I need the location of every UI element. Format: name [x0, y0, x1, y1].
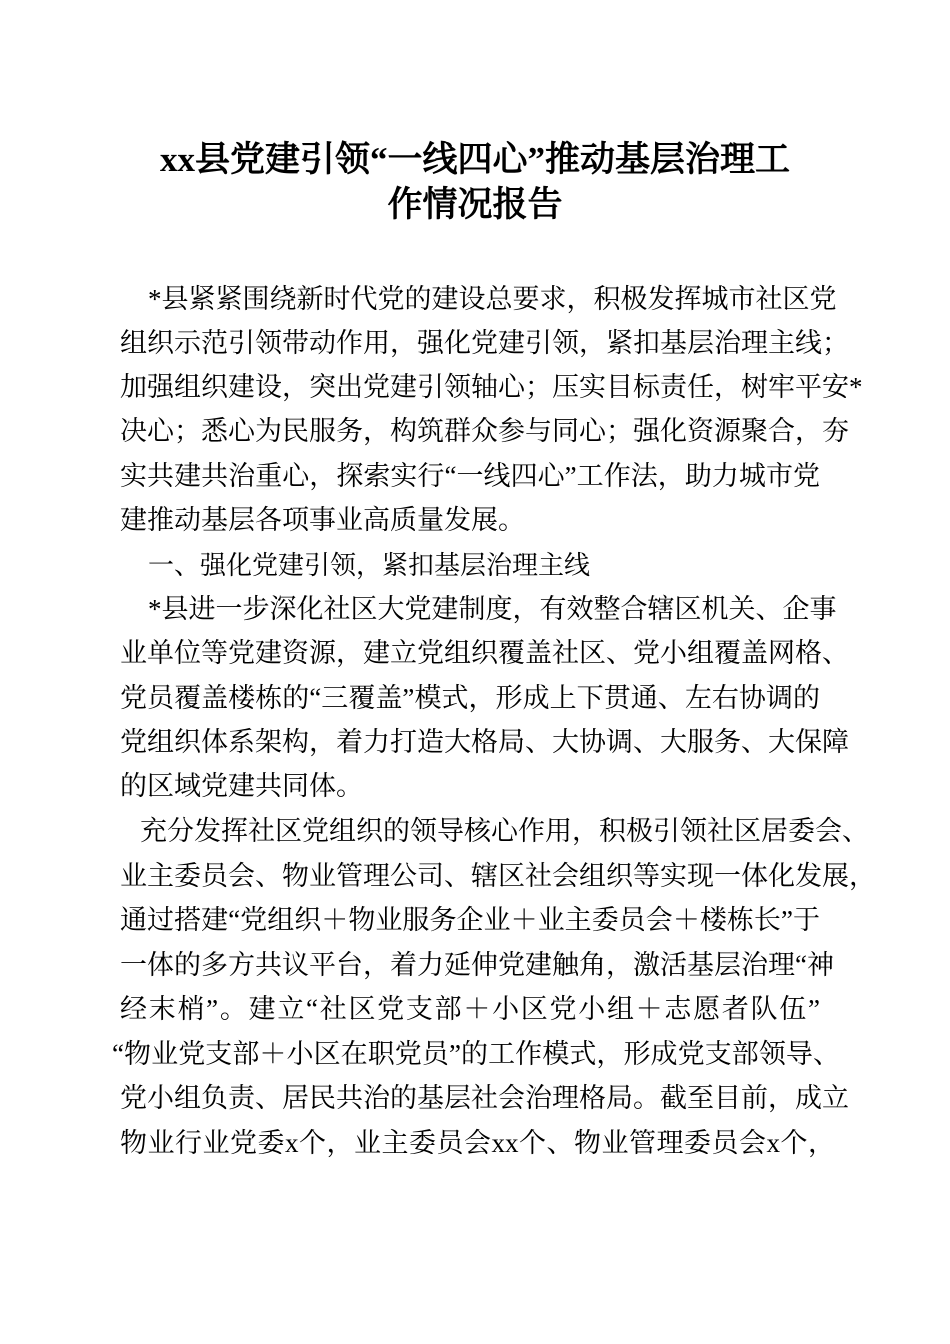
- section-1-heading: 一、强化党建引领，紧扣基层治理主线: [148, 550, 591, 580]
- paragraph-2-line: 的区域党建共同体。: [120, 771, 363, 801]
- paragraph-3-line: 充分发挥社区党组织的领导核心作用，积极引领社区居委会、: [140, 816, 869, 846]
- paragraph-2-line: 党员覆盖楼栋的“三覆盖”模式，形成上下贯通、左右协调的: [120, 683, 820, 713]
- document-title-line-1: xx县党建引领“一线四心”推动基层治理工: [159, 140, 790, 179]
- paragraph-3-line: “物业党支部＋小区在职党员”的工作模式，形成党支部领导、: [112, 1039, 840, 1069]
- paragraph-2-line: 业单位等党建资源，建立党组织覆盖社区、党小组覆盖网格、: [120, 638, 849, 668]
- paragraph-3-line: 党小组负责、居民共治的基层社会治理格局。截至目前，成立: [120, 1083, 849, 1113]
- paragraph-2-line: 党组织体系架构，着力打造大格局、大协调、大服务、大保障: [120, 727, 849, 757]
- paragraph-2-line: *县进一步深化社区大党建制度，有效整合辖区机关、企事: [148, 594, 837, 624]
- document-title-line-2: 作情况报告: [387, 185, 563, 224]
- paragraph-1-line: 实共建共治重心，探索实行“一线四心”工作法，助力城市党: [120, 461, 820, 491]
- paragraph-1-line: 建推动基层各项事业高质量发展。: [120, 505, 525, 535]
- paragraph-3-line: 业主委员会、物业管理公司、辖区社会组织等实现一体化发展，: [120, 861, 876, 891]
- paragraph-1-line: *县紧紧围绕新时代党的建设总要求，积极发挥城市社区党: [148, 284, 837, 314]
- paragraph-1-line: 组织示范引领带动作用，强化党建引领，紧扣基层治理主线；: [120, 328, 849, 358]
- paragraph-1-line: 加强组织建设，突出党建引领轴心；压实目标责任，树牢平安*: [120, 372, 863, 402]
- paragraph-3-line: 经末梢”。建立“社区党支部＋小区党小组＋志愿者队伍”: [120, 994, 820, 1024]
- paragraph-3-line: 通过搭建“党组织＋物业服务企业＋业主委员会＋楼栋长”于: [120, 905, 820, 935]
- paragraph-3-line: 物业行业党委x个，业主委员会xx个、物业管理委员会x个，: [120, 1128, 835, 1158]
- paragraph-1-line: 决心；悉心为民服务，构筑群众参与同心；强化资源聚合，夯: [120, 416, 849, 446]
- paragraph-3-line: 一体的多方共议平台，着力延伸党建触角，激活基层治理“神: [120, 950, 834, 980]
